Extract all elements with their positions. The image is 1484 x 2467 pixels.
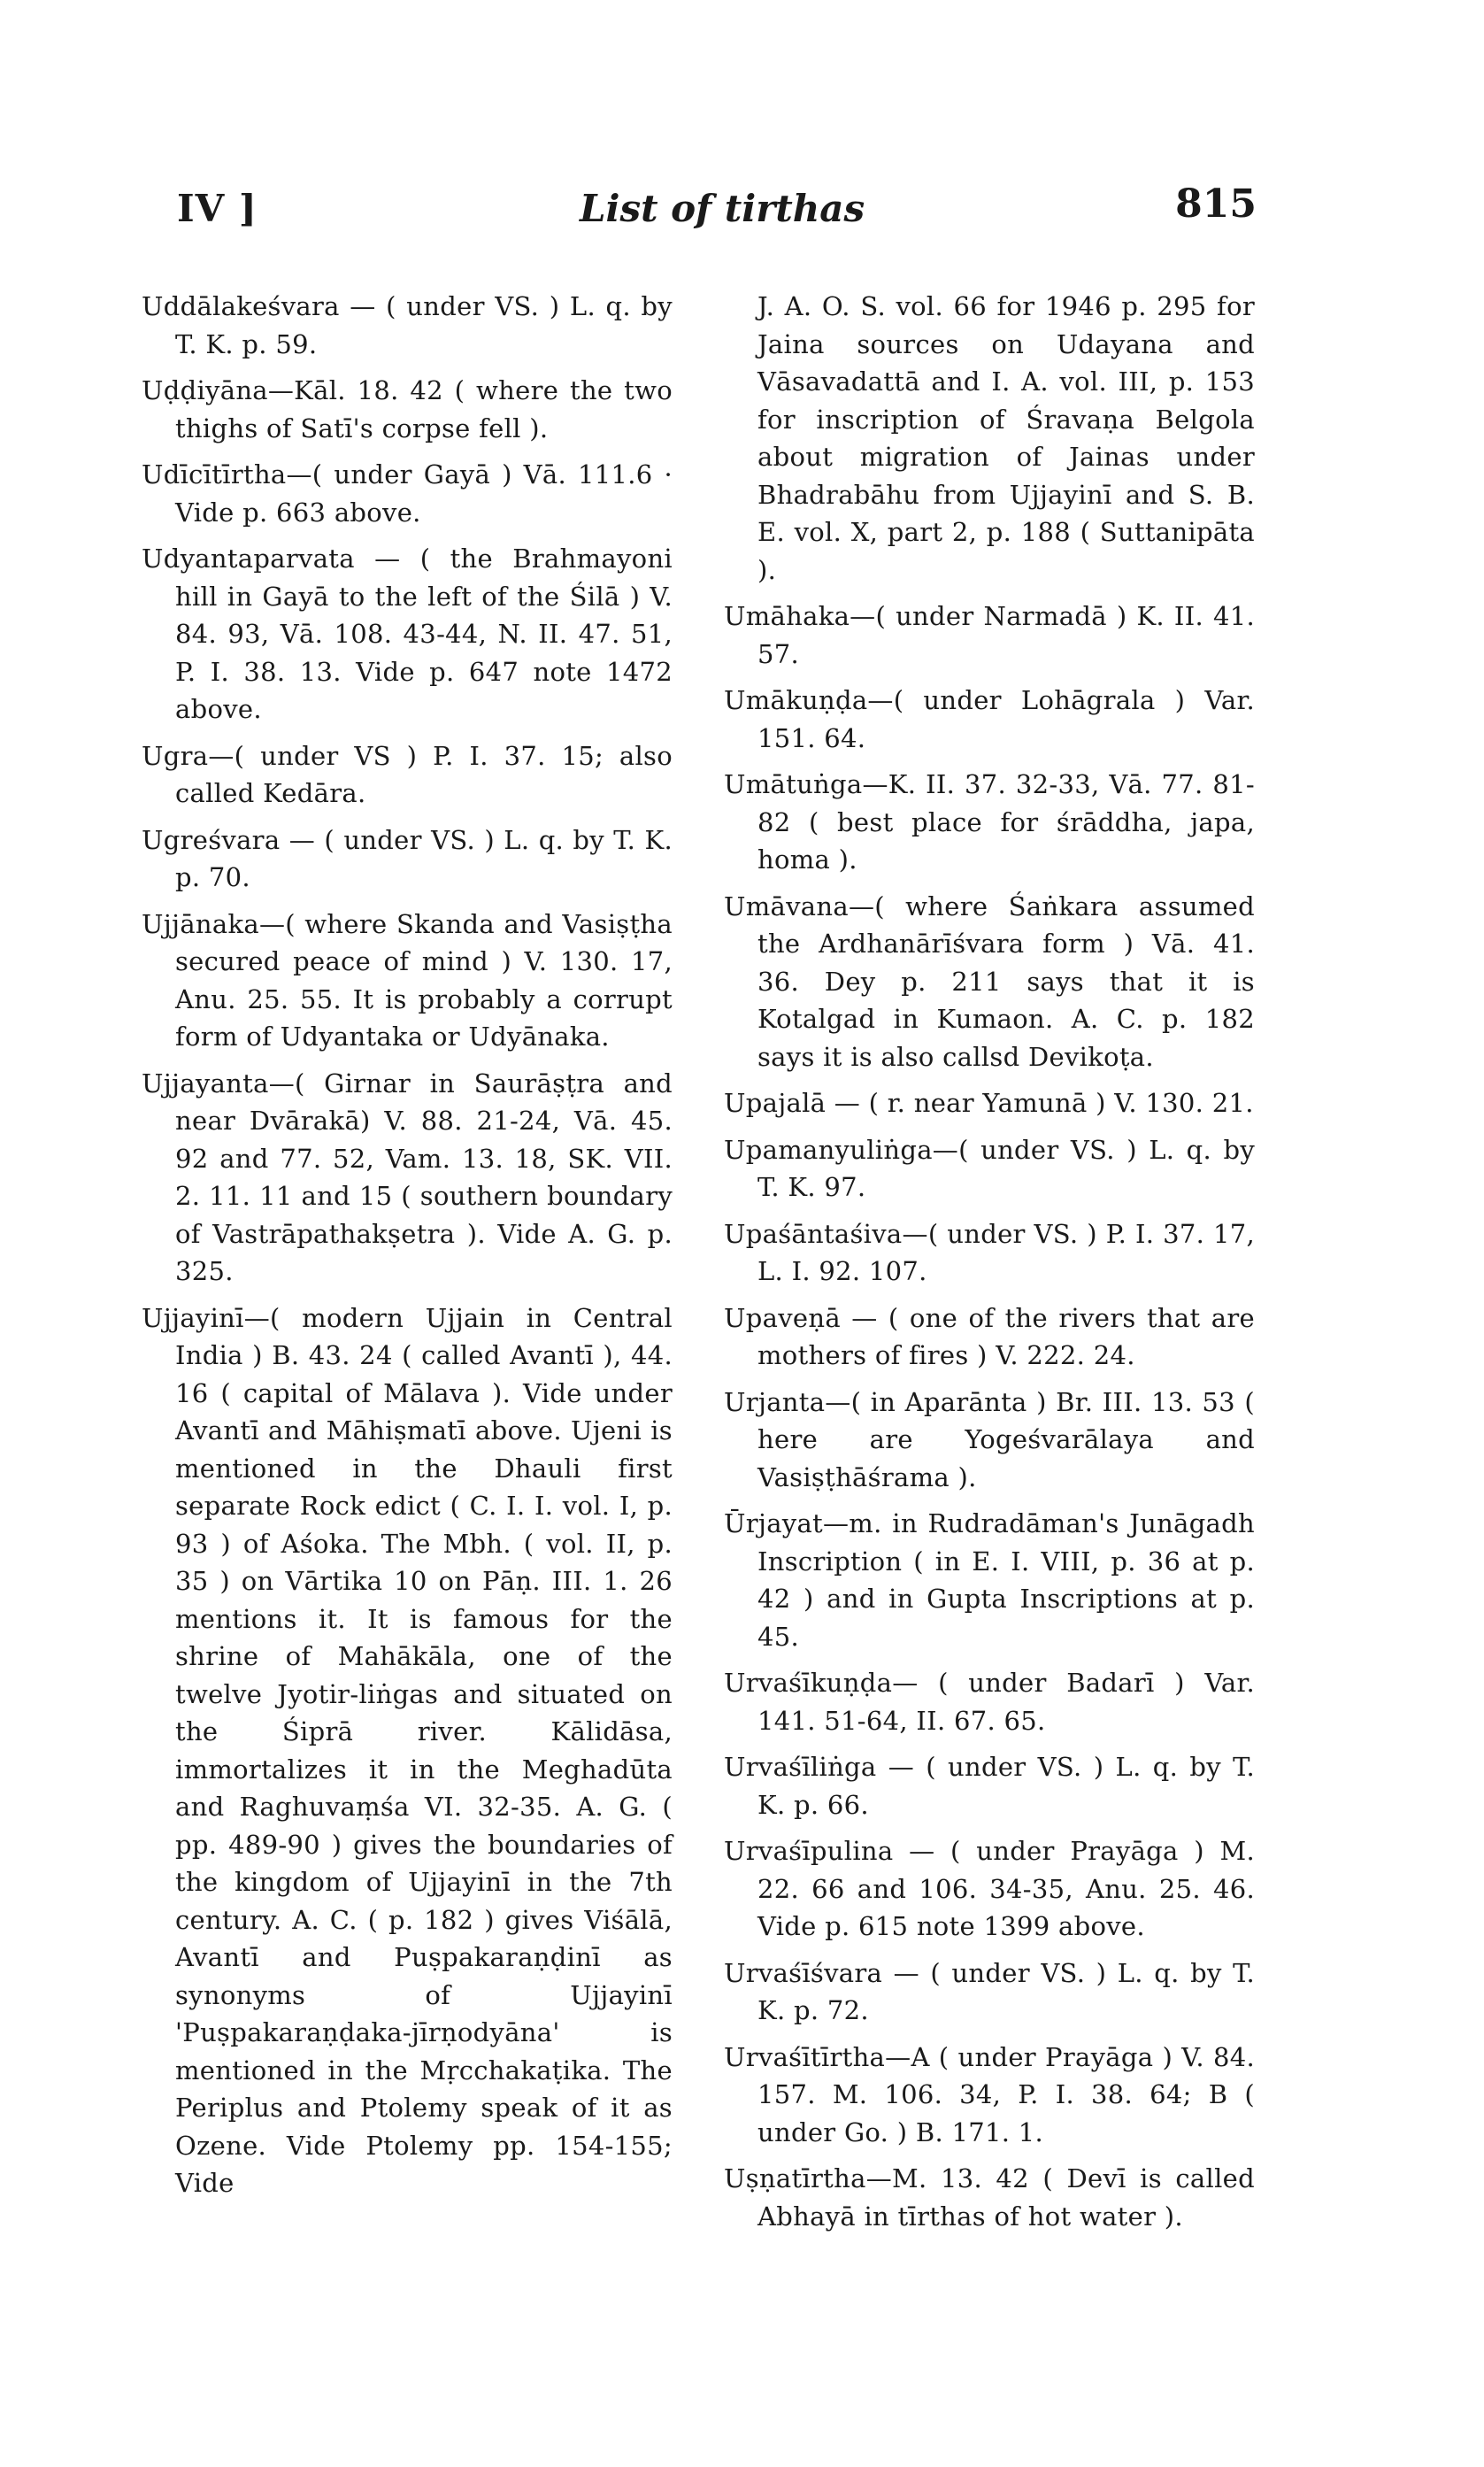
left-column — [142, 288, 673, 2211]
entry-urjayat: Ūrjayat—m. in Rudradāman's Junāgadh Inscription ( in E. I. VIII, p. 36 at p. 42 ) and in Gupta Inscriptions at p. 45. — [724, 1508, 1255, 1652]
entry-ujjayanta: Ujjayanta—( Girnar in Saurāṣṭra and near Dvārakā) V. 88. 21-24, Vā. 45. 92 and 77. 52, Vam. 13. 18, SK. VII. 2. 11. 11 and 15 ( southern boundary of Vastrāpathakṣetra ). Vide A. G. p. 325. — [142, 1068, 673, 1286]
entry-ujjayini: Ujjayinī—( modern Ujjain in Central India ) B. 43. 24 ( called Avantī ), 44. 16 ( capital of Mālava ). Vide under Avantī and Māhiṣmatī above. Ujeni is mentioned in the Dhauli first separate Rock edict ( C. I. I. vol. I, p. 93 ) of Aśoka. The Mbh. ( vol. II, p. 35 ) on Vārtika 10 on Pāṇ. III. 1. 26 mentions it. It is famous for the shrine of Mahākāla, one of the twelve Jyotir-liṅgas and situated on the Śiprā river. Kālidāsa, immortalizes it in the Meghadūta and Raghuvaṃśa VI. 32-35. A. G. ( pp. 489-90 ) gives the boundaries of the kingdom of Ujjayinī in the 7th century. A. C. ( p. 182 ) gives Viśālā, Avantī and Puṣpakaraṇḍinī as synonyms of Ujjayinī 'Puṣpakaraṇḍaka-jīrṇodyāna' is mentioned in the Mṛcchakaṭika. The Periplus and Ptolemy speak of it as Ozene. Vide Ptolemy pp. 154-155; Vide — [142, 1302, 673, 2198]
entry-ujjayini-continued: J. A. O. S. vol. 66 for 1946 p. 295 for Jaina sources on Udayana and Vāsavadattā and I. A. vol. III, p. 153 for inscription of Śravaṇa Belgola about migration of Jainas under Bhadrabāhu from Ujjayinī and S. B. E. vol. X, part 2, p. 188 ( Suttanipāta ). — [757, 291, 1255, 585]
entry-udicitirtha: Udīcītīrtha—( under Gayā ) Vā. 111.6 · Vide p. 663 above. — [142, 459, 673, 528]
entry-ujjanaka: Ujjānaka—( where Skanda and Vasiṣṭha secured peace of mind ) V. 130. 17, Anu. 25. 55. It is probably a corrupt form of Udyantaka or Udyānaka. — [142, 908, 673, 1052]
entry-urvasikunda: Urvaśīkuṇḍa— ( under Badarī ) Var. 141. 51-64, II. 67. 65. — [724, 1668, 1255, 1736]
entry-urjanta: Urjanta—( in Aparānta ) Br. III. 13. 53 ( here are Yogeśvarālaya and Vasiṣṭhāśrama ). — [724, 1386, 1255, 1492]
entry-urvasipulina: Urvaśīpulina — ( under Prayāga ) M. 22. 66 and 106. 34-35, Anu. 25. 46. Vide p. 615 note 1399 above. — [724, 1836, 1255, 1941]
entry-usnatirtha: Uṣṇatīrtha—M. 13. 42 ( Devī is called Abhayā in tīrthas of hot water ). — [724, 2163, 1255, 2232]
entry-urvasilinga: Urvaśīliṅga — ( under VS. ) L. q. by T. K. p. 66. — [724, 1752, 1255, 1820]
entry-upavena: Upaveṇā — ( one of the rivers that are mothers of fires ) V. 222. 24. — [724, 1302, 1255, 1370]
entry-umavana: Umāvana—( where Śaṅkara assumed the Ardhanārīśvara form ) Vā. 41. 36. Dey p. 211 says that it is Kotalgad in Kumaon. A. C. p. 182 says it is also callsd Devikoṭa. — [724, 890, 1255, 1072]
entry-ugresvara: Ugreśvara — ( under VS. ) L. q. by T. K. p. 70. — [142, 824, 673, 892]
running-title: List of tirthas — [580, 187, 865, 230]
entry-uddalakesvara: Uddālakeśvara — ( under VS. ) L. q. by T. K. p. 59. — [142, 291, 673, 359]
section-marker: IV ] — [177, 187, 258, 230]
entry-upasantasiva: Upaśāntaśiva—( under VS. ) P. I. 37. 17, L. I. 92. 107. — [724, 1218, 1255, 1286]
entry-ugra: Ugra—( under VS ) P. I. 37. 15; also called Kedāra. — [142, 740, 673, 808]
entry-umatunga: Umātuṅga—K. II. 37. 32-33, Vā. 77. 81-82 ( best place for śrāddha, japa, homa ). — [724, 769, 1255, 875]
entry-uddiyana: Uḍḍiyāna—Kāl. 18. 42 ( where the two thighs of Satī's corpse fell ). — [142, 375, 673, 443]
page-header — [177, 181, 1257, 235]
entry-umahaka: Umāhaka—( under Narmadā ) K. II. 41. 57. — [724, 601, 1255, 669]
entry-urvasisvara: Urvaśīśvara — ( under VS. ) L. q. by T. K. p. 72. — [724, 1957, 1255, 2025]
entry-umakunda: Umākuṇḍa—( under Lohāgrala ) Var. 151. 64. — [724, 685, 1255, 753]
entry-upajala: Upajalā — ( r. near Yamunā ) V. 130. 21. — [724, 1088, 1254, 1118]
entry-udyantaparvata: Udyantaparvata — ( the Brahmayoni hill in Gayā to the left of the Śilā ) V. 84. 93, Vā. 108. 43-44, N. II. 47. 51, P. I. 38. 13. Vide p. 647 note 1472 above. — [142, 544, 673, 724]
entry-upamanyulinga: Upamanyuliṅga—( under VS. ) L. q. by T. K. 97. — [724, 1134, 1255, 1202]
right-column — [724, 288, 1255, 2244]
page-number: 815 — [1175, 181, 1257, 227]
entry-urvasitirtha: Urvaśītīrtha—A ( under Prayāga ) V. 84. 157. M. 106. 34, P. I. 38. 64; B ( under Go. ) B. 171. 1. — [724, 2041, 1255, 2147]
